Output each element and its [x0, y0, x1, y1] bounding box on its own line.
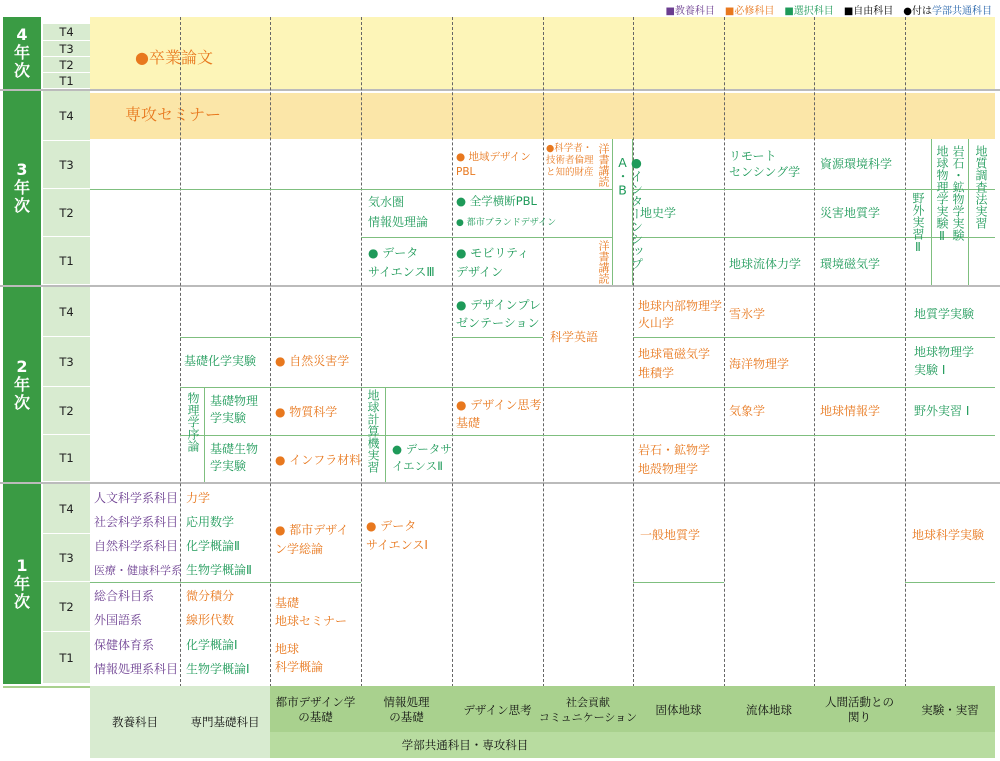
row-line-1t2c	[905, 582, 995, 583]
cat-shakai: 社会貢献 コミュニケーション	[538, 696, 638, 724]
course-kankyo-jiki: 環境磁気学	[820, 257, 881, 271]
col-line-7	[724, 17, 725, 687]
course-data1: ● データ サイエンスⅠ	[366, 519, 428, 552]
row-line-2t2	[180, 387, 995, 388]
course-sotsugyo: ●卒業論文	[135, 48, 213, 67]
course-shizen: 自然科学系科目	[94, 539, 179, 553]
term-3-t4: T4	[43, 91, 90, 141]
course-jinbun: 人文科学系科目	[94, 491, 179, 505]
row-line-3t2	[90, 189, 995, 190]
course-chikyu-kagaku-jikken: 地球科学実験	[912, 528, 985, 542]
row-line-2t1	[180, 435, 995, 436]
row-line-2t3a	[180, 337, 361, 338]
course-kiso-seibutsu: 基礎生物 学実験	[210, 442, 259, 473]
course-chikyu-gairon: 地球 科学概論	[275, 642, 324, 674]
cat-jikken: 実験・実習	[921, 702, 979, 717]
row-line-2t3b	[633, 337, 995, 338]
row-line-1t2d	[270, 582, 361, 583]
year-3: 3 年 次	[3, 91, 41, 285]
cat-kotai: 固体地球	[655, 702, 702, 717]
legend-kyotsu-prefix: ●付は	[903, 6, 932, 17]
course-saigai: 災害地質学	[820, 206, 881, 220]
cat-joho: 情報処理 の基礎	[383, 695, 430, 724]
cat-kyoyo: 教養科目	[112, 714, 158, 729]
cat-ningen: 人間活動との 関り	[825, 695, 894, 724]
course-toshi-design: ● 都市デザイ ン学総論	[275, 523, 349, 556]
course-chishigaku: 地史学	[640, 206, 677, 220]
term-4-t4: T4	[43, 24, 90, 41]
course-iryo: 医療・健康科学系	[94, 564, 182, 577]
course-kiso-kagaku: 基礎化学実験	[184, 354, 257, 368]
course-data2: ● データサ イエンスⅡ	[392, 442, 452, 473]
course-chikyu-denji: 地球電磁気学 堆積学	[638, 347, 711, 380]
col-line-8	[814, 17, 815, 687]
course-kagaku-eigo: 科学英語	[550, 330, 599, 344]
course-shigen: 資源環境科学	[820, 157, 893, 171]
footer-blank	[3, 686, 90, 758]
course-chishitsu-chosa: 地質調査法実習	[974, 145, 988, 229]
term-3-t2: T2	[43, 189, 90, 237]
year-2: 2 年 次	[3, 287, 41, 482]
course-chikyu-keisanki: 地球計算機実習	[366, 389, 380, 473]
term-2-t4: T4	[43, 287, 90, 337]
course-butsuri-jisshu: 物理学序論	[186, 392, 200, 452]
course-kaiyo: 海洋物理学	[729, 357, 790, 371]
term-1-t2: T2	[43, 582, 90, 632]
cat-bottom: 学部共通科目・専攻科目	[401, 737, 529, 752]
term-4-t1: T1	[43, 73, 90, 89]
course-yagai2: 野外実習Ⅱ	[911, 192, 925, 254]
col-line-5	[543, 17, 544, 687]
course-hoken: 保健体育系	[94, 638, 155, 652]
term-4-t3: T3	[43, 41, 90, 57]
course-sogo: 総合科目系	[94, 589, 155, 603]
sep-year3	[0, 285, 1000, 287]
term-3-t3: T3	[43, 141, 90, 189]
course-data3: ● データ サイエンスⅢ	[368, 246, 435, 279]
course-chikyu-joho: 地球情報学	[820, 404, 881, 418]
legend-jiyu: ■自由科目	[843, 6, 894, 17]
sep-year4	[0, 89, 1000, 91]
course-yagai1: 野外実習 Ⅰ	[914, 404, 970, 418]
course-bibun: 微分積分	[186, 589, 235, 603]
course-kiso-butsuri: 基礎物理 学実験	[210, 394, 259, 425]
course-ganseki-chikaku: 岩石・鉱物学 地殻物理学	[638, 443, 711, 476]
legend-kyoyo: ■教養科目	[665, 6, 715, 17]
legend	[665, 2, 992, 17]
course-shizen-saigai: ● 自然災害学	[275, 354, 350, 368]
col-line-2	[270, 17, 271, 687]
col-line-3	[361, 17, 362, 687]
course-shakai: 社会科学系科目	[94, 515, 179, 529]
course-senkei: 線形代数	[186, 613, 235, 627]
course-joho: 情報処理系科目	[94, 662, 179, 676]
course-kisho: 気象学	[729, 404, 766, 418]
course-ganseki-jikken: 岩石・鉱物学実験	[951, 145, 965, 241]
cat-design: デザイン思考	[463, 702, 532, 717]
sep-year2	[0, 482, 1000, 484]
term-1-t1: T1	[43, 632, 90, 684]
course-rikigaku: 力学	[186, 491, 211, 505]
term-1-t4: T4	[43, 484, 90, 534]
course-yosho1: 洋書講読	[597, 143, 610, 187]
course-chikyubutsuri-jikken1: 地球物理学 実験 Ⅰ	[914, 345, 975, 377]
row-line-2t3c	[452, 337, 543, 338]
course-zengaku-pbl: ● 全学横断PBL	[456, 194, 537, 208]
course-seibutsu-gairon1: 生物学概論Ⅰ	[186, 662, 250, 676]
course-design-shiko: ● デザイン思考 基礎	[456, 398, 542, 430]
term-2-t3: T3	[43, 337, 90, 387]
course-mobility: ● モビリティ デザイン	[456, 246, 530, 279]
row-line-1t2b	[633, 582, 724, 583]
course-chikyu-ryutai: 地球流体力学	[729, 257, 802, 271]
legend-kyotsu	[903, 2, 992, 17]
col-line-1	[180, 17, 181, 687]
course-setsuhyo: 雪氷学	[729, 307, 766, 321]
course-ippan-chishitsu: 一般地質学	[640, 528, 701, 542]
term-1-t3: T3	[43, 534, 90, 582]
course-chikyubutsuri-jikken2: 地球物理学実験Ⅱ	[935, 145, 949, 243]
term-2-t1: T1	[43, 435, 90, 482]
term-3-t1: T1	[43, 237, 90, 285]
year-1: 1 年 次	[3, 484, 41, 684]
course-remote: リモート センシング学	[729, 149, 801, 179]
course-busshitsu: ● 物質科学	[275, 405, 338, 419]
course-chikyu-naibu: 地球内部物理学 火山学	[638, 299, 723, 330]
course-chiiki: ● 地域デザイン PBL	[456, 151, 531, 178]
course-kisuiken: 気水圏 情報処理論	[368, 195, 429, 229]
cat-toshi: 都市デザイン学 の基礎	[275, 695, 356, 724]
course-kagaku-gairon2: 化学概論Ⅱ	[186, 539, 240, 553]
term-4-t2: T2	[43, 57, 90, 73]
course-kagaku-gairon1: 化学概論Ⅰ	[186, 638, 238, 652]
course-kagakusha: ●科学者・ 技術者倫理 と知的財産	[546, 143, 594, 178]
course-oyo-sugaku: 応用数学	[186, 515, 235, 529]
course-kiso-seminar: 基礎 地球セミナー	[275, 596, 348, 628]
cat-ryutai: 流体地球	[746, 702, 792, 717]
col-line-9	[905, 17, 906, 687]
course-infra: ● インフラ材料	[275, 453, 362, 467]
course-intern: ●インターンシップA・B	[615, 155, 644, 270]
col-line-6	[633, 17, 634, 687]
course-design-present: ● デザインプレ ゼンテーション	[456, 298, 541, 330]
col-line-4	[452, 17, 453, 687]
course-senko: 専攻セミナー	[125, 105, 222, 124]
cat-senmon-kiso: 専門基礎科目	[190, 714, 260, 729]
course-gaikokugo: 外国語系	[94, 613, 143, 627]
legend-kyotsu-suffix: 学部共通科目	[932, 6, 992, 17]
course-yosho2: 洋書講読	[597, 240, 610, 284]
course-chishitsu-jikken: 地質学実験	[914, 307, 975, 321]
course-seibutsu-gairon2: 生物学概論Ⅱ	[186, 563, 252, 577]
term-2-t2: T2	[43, 387, 90, 435]
row-line-3t1	[361, 237, 995, 238]
row-line-1t2	[90, 582, 271, 583]
legend-sentaku: ■選択科目	[784, 6, 834, 17]
year-4: 4 年 次	[3, 17, 41, 89]
course-toshi-brand: ● 都市ブランドデザイン	[456, 218, 557, 228]
legend-hissu: ■必修科目	[724, 6, 775, 17]
